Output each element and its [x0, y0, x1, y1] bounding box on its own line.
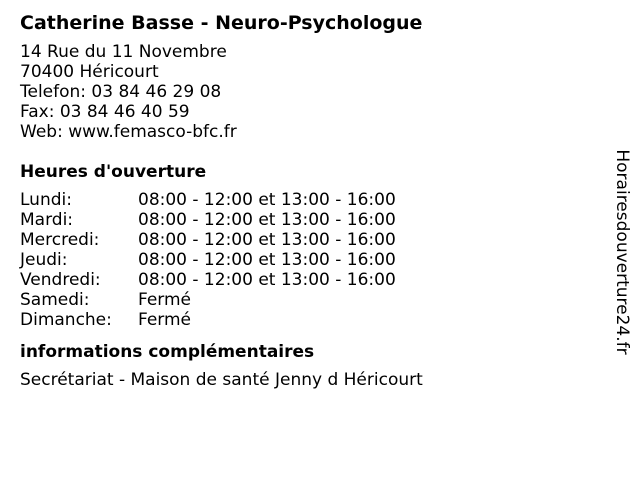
extra-info-heading: informations complémentaires	[20, 342, 315, 362]
day-label: Vendredi:	[20, 270, 101, 290]
hours-row-monday	[20, 190, 600, 210]
hours-row-sunday	[20, 310, 600, 330]
time-value: Fermé	[138, 290, 192, 310]
time-value: 08:00 - 12:00 et 13:00 - 16:00	[138, 210, 396, 230]
brand-watermark: Horairesdouverture24.fr	[612, 149, 632, 355]
city-address: 70400 Héricourt	[20, 62, 159, 82]
business-card	[20, 10, 600, 390]
day-label: Mercredi:	[20, 230, 100, 250]
street-address: 14 Rue du 11 Novembre	[20, 42, 227, 62]
hours-row-wednesday	[20, 230, 600, 250]
day-label: Lundi:	[20, 190, 72, 210]
time-value: 08:00 - 12:00 et 13:00 - 16:00	[138, 270, 396, 290]
opening-hours-heading: Heures d'ouverture	[20, 162, 207, 182]
time-value: 08:00 - 12:00 et 13:00 - 16:00	[138, 250, 396, 270]
day-label: Jeudi:	[20, 250, 68, 270]
hours-row-friday	[20, 270, 600, 290]
time-value: 08:00 - 12:00 et 13:00 - 16:00	[138, 230, 396, 250]
day-label: Mardi:	[20, 210, 74, 230]
time-value: Fermé	[138, 310, 192, 330]
extra-info-text: Secrétariat - Maison de santé Jenny d Héricourt	[20, 370, 423, 390]
page-title: Catherine Basse - Neuro-Psychologue	[20, 12, 423, 34]
hours-row-thursday	[20, 250, 600, 270]
fax-number: Fax: 03 84 46 40 59	[20, 102, 190, 122]
day-label: Samedi:	[20, 290, 90, 310]
day-label: Dimanche:	[20, 310, 112, 330]
hours-row-tuesday	[20, 210, 600, 230]
time-value: 08:00 - 12:00 et 13:00 - 16:00	[138, 190, 396, 210]
address-block	[20, 42, 600, 142]
website: Web: www.femasco-bfc.fr	[20, 122, 237, 142]
phone-number: Telefon: 03 84 46 29 08	[20, 82, 222, 102]
hours-row-saturday	[20, 290, 600, 310]
opening-hours-table	[20, 190, 600, 330]
